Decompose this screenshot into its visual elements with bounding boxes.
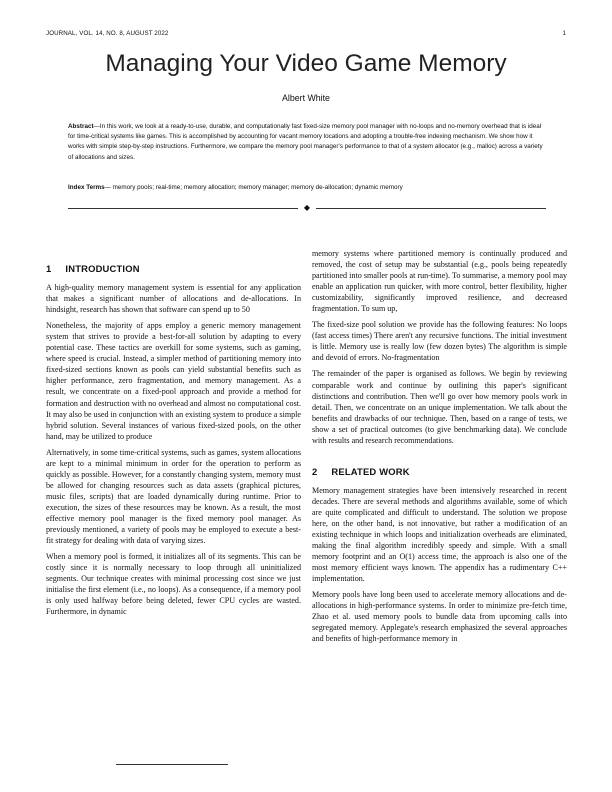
section-heading-introduction xyxy=(46,263,301,274)
paragraph: memory systems where partitioned memory is continually produced and removed, the cost of setup may be substantial (e.g., pools being repeatedly partitioned into smaller pools at run-time). To summarise, a memory pool may enable an application run quicker, with more control, better flexibility, higher customizability, significantly improved resilience, and decreased fragmentation. To sum up, xyxy=(312,249,567,314)
footnote-rule xyxy=(116,764,228,765)
journal-info: JOURNAL, VOL. 14, NO. 8, AUGUST 2022 xyxy=(46,30,169,37)
index-terms-text: — memory pools; real-time; memory allocation; memory manager; memory de-allocation; dynamic memory xyxy=(104,184,403,191)
abstract xyxy=(68,122,546,163)
abstract-text: —In this work, we look at a ready-to-use, durable, and computationally fast fixed-size memory pool manager with no-loops and no-memory overhead that is ideal for time-critical systems like games. This is accomplished by accounting for vacant memory locations and adopting a trouble-free indexing mechanism. We show how it works with simple step-by-step instructions. Furthermore, we compare the memory pool manager's performance to that of a system allocator (e.g., malloc) across a variety of allocations and sizes. xyxy=(68,123,543,161)
diamond-icon: ◆ xyxy=(303,203,311,212)
paragraph: The fixed-size pool solution we provide has the following features: No loops (fast access times) There aren't any recursive functions. The initial investment is little. Memory use is really low (few dozen bytes) The algorithm is simple and devoid of errors. No-fragmentation xyxy=(312,320,567,363)
section-number: 2 xyxy=(312,465,318,477)
paragraph: A high-quality memory management system is essential for any application that makes a significant number of allocations and de-allocations. In hindsight, research has shown that software can spend up to 50 xyxy=(46,283,301,315)
paragraph: Alternatively, in some time-critical systems, such as games, system allocations are kept to a minimal minimum in order for the operation to perform as quickly as possible. However, for a constantly changing system, memory must be allowed for changing resources such as data assets (graphical pictures, music files, scripts) that are loaded dynamically during runtime. Prior to execution, the sizes of these resources may be known. As a result, the most effective memory pool manager is the fixed memory pool manager. As previously mentioned, a variety of pools may be employed to execute a best-fit strategy for dealing with data of varying sizes. xyxy=(46,447,301,546)
running-header xyxy=(46,30,566,37)
left-column xyxy=(46,263,301,622)
section-number: 1 xyxy=(46,263,52,274)
section-title: INTRODUCTION xyxy=(65,263,140,274)
section-heading-related-work xyxy=(312,466,567,477)
section-divider xyxy=(68,203,546,213)
author-name: Albert White xyxy=(282,93,330,103)
divider-rule-right xyxy=(316,208,546,209)
section-title: RELATED WORK xyxy=(331,465,410,477)
paragraph: When a memory pool is formed, it initializes all of its segments. This can be costly since it is normally necessary to loop through all uninitialized segments. Our technique creates with minimal processing cost since we just initialise the first element (i.e., no loops). As a consequence, if a memory pool is only used halfway before being deleted, fewer CPU cycles are wasted. Furthermore, in dynamic xyxy=(46,552,301,617)
paragraph: Memory management strategies have been intensively researched in recent decades. There are several methods and algorithms available, some of which are quite complicated and difficult to understand. The solution we propose here, on the other hand, is not innovative, but rather a modification of an existing technique in which loops and initialization overheads are eliminated, making the final algorithm incredibly speedy and simple. With a small memory footprint and an O(1) access time, the approach is also one of the most memory efficient ways known. The appendix has a rudimentary C++ implementation. xyxy=(312,485,567,584)
index-terms-label: Index Terms xyxy=(68,184,105,191)
page-number: 1 xyxy=(562,30,566,37)
index-terms xyxy=(68,183,546,193)
divider-rule-left xyxy=(68,208,298,209)
paragraph: Memory pools have long been used to accelerate memory allocations and de-allocations in high-performance systems. In order to minimize pre-fetch time, Zhao et al. used memory pools to bundle data from upcoming calls into segregated memory. Applegate's research emphasized the several approaches and benefits of high-performance memory in xyxy=(312,590,567,644)
right-column xyxy=(312,248,567,650)
paper-title: Managing Your Video Game Memory xyxy=(105,50,507,77)
paragraph: The remainder of the paper is organised as follows. We begin by reviewing comparable work and continue by outlining this paper's significant distinctions and contribution. Then we'll go over how memory pools work in detail. Then, we concentrate on an unique implementation. We talk about the benefits and drawbacks of our technique. Then, based on a range of tests, we show a set of practical outcomes (to give benchmarking data). We conclude with results and research recommendations. xyxy=(312,369,567,445)
abstract-label: Abstract xyxy=(68,123,94,130)
paragraph: Nonetheless, the majority of apps employ a generic memory management system that strives to provide a best-for-all solution by adapting to every potential case. These tactics are overkill for some systems, such as gaming, where speed is crucial. Instead, a simpler method of partitioning memory into fixed-sized sections known as pools can yield substantial benefits such as higher performance, zero fragmentation, and memory management. As a result, we concentrate on a fixed-pool approach and provide a method for formation and destruction with no overhead and almost no computational cost. It may also be used in conjunction with an existing system to produce a simple hybrid solution. Several instances of various fixed-sized pools, on the other hand, may be utilized to produce xyxy=(46,321,301,441)
